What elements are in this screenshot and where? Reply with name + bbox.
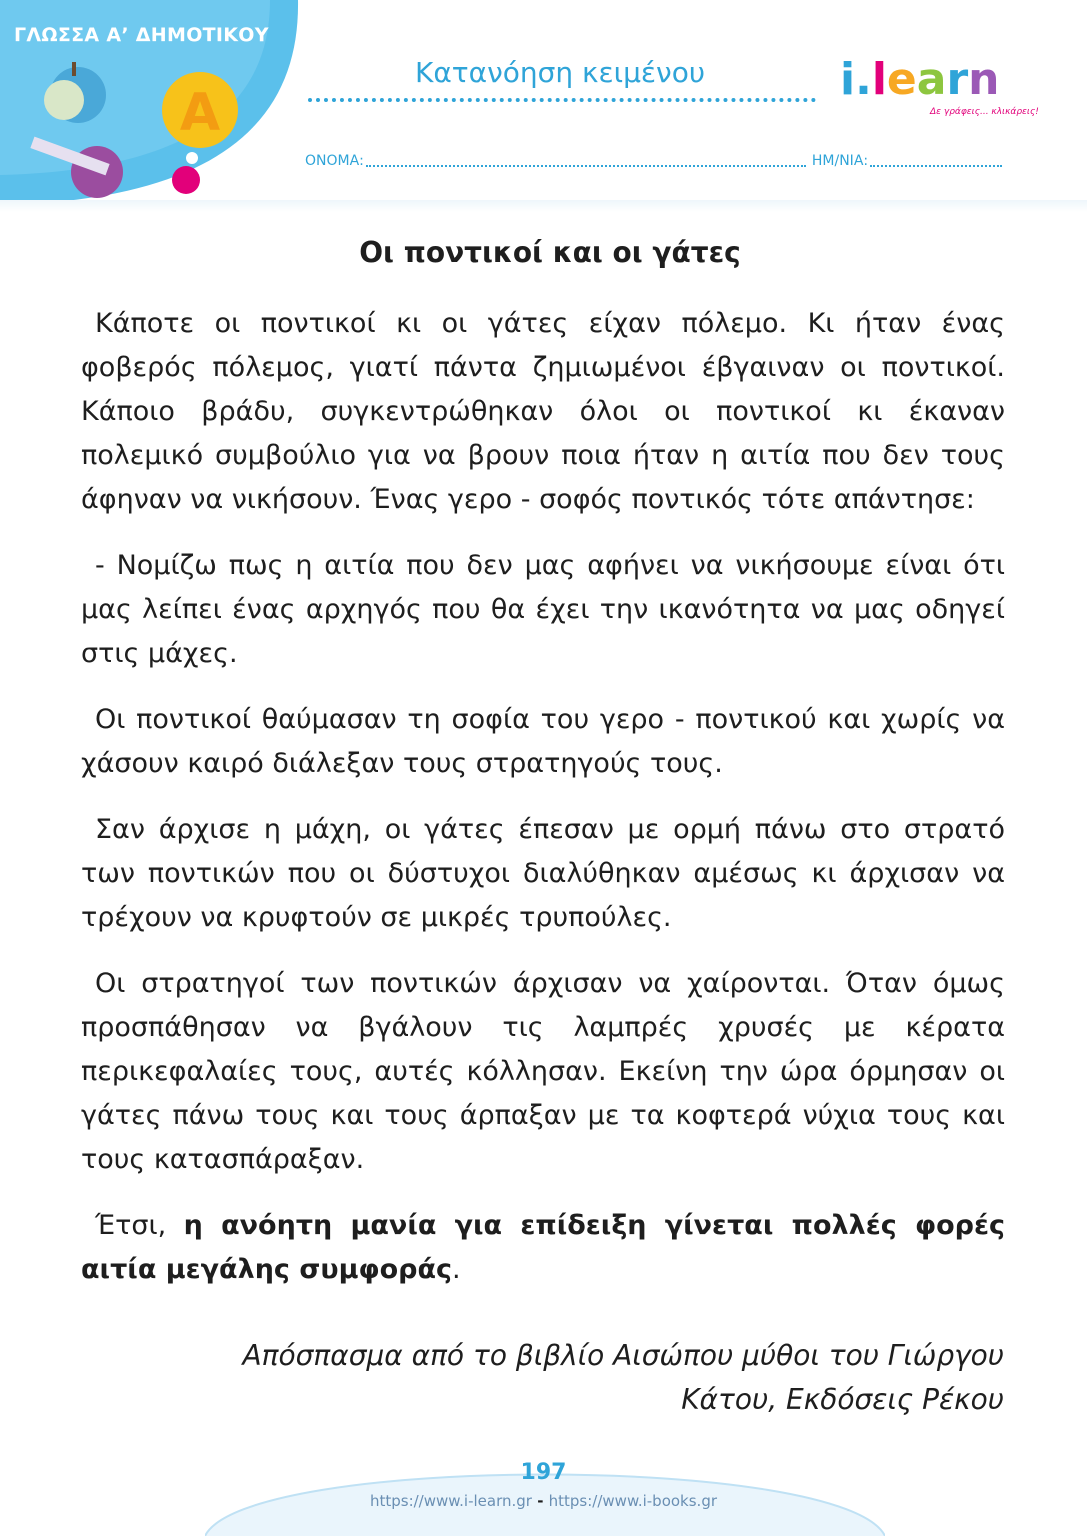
moral-lead: Έτσι, [95,1210,184,1241]
logo-letter: a [916,54,947,105]
article-title: Οι ποντικοί και οι γάτες [359,236,741,269]
paragraph: Οι ποντικοί θαύμασαν τη σοφία του γερο - ποντικού και χωρίς να χάσουν καιρό διάλεξαν τους στρατηγούς τους. [81,704,1005,779]
date-field[interactable] [870,151,1002,167]
logo-letter: e [886,54,917,105]
title-divider [308,98,816,102]
logo-letter: r [946,54,969,105]
page-number: 197 [520,1460,567,1485]
source-line: Κάτου, Εκδόσεις Ρέκου [681,1383,1004,1416]
logo-tagline: Δε γράφεις... κλικάρεις! [930,107,1039,117]
logo-letter: l [871,54,887,105]
student-info-row [305,151,1025,169]
worksheet-title: Κατανόηση κειμένου [414,56,706,89]
paragraph: Οι στρατηγοί των ποντικών άρχισαν να χαίρονται. Όταν όμως προσπάθησαν να βγάλουν τις λαμπρές χρυσές με κέρατα περικεφαλαίες τους, αυτές κόλλησαν. Εκείνη την ώρα όρμησαν οι γάτες πάνω τους και τους άρπαξαν με τα κοφτερά νύχια τους και τους κατασπάραξαν. [81,968,1005,1175]
letter-badge-icon [162,72,238,148]
date-label: ΗΜ/ΝΙΑ: [811,153,869,169]
name-label: ΟΝΟΜΑ: [305,153,364,169]
source-citation [120,1334,1004,1422]
footer-links [0,1492,1087,1510]
logo-letter: i [840,54,856,105]
paragraph: Σαν άρχισε η μάχη, οι γάτες έπεσαν με ορμή πάνω στο στρατό των ποντικών που οι δύστυχοι διαλύθηκαν αμέσως κι άρχισαν να τρέχουν να κρυφτούν σε μικρές τρυπούλες. [81,814,1005,933]
header-divider [0,200,1087,212]
footer-decoration [205,1444,885,1536]
moral-end: . [452,1254,461,1285]
logo-letter: . [855,54,872,105]
logo-letter: n [968,54,1000,105]
svg-text:A: A [179,83,221,143]
footer-link[interactable]: https://www.i-learn.gr [369,1492,532,1510]
paragraph: - Νομίζω πως η αιτία που δεν μας αφήνει να νικήσουμε είναι ότι μας λείπει ένας αρχηγός που θα έχει την ικανότητα να μας οδηγεί στις μάχες. [81,550,1005,669]
source-line: Απόσπασμα από το βιβλίο Αισώπου μύθοι του Γιώργου [242,1339,1004,1372]
paragraph: Κάποτε οι ποντικοί κι οι γάτες είχαν πόλεμο. Κι ήταν ένας φοβερός πόλεμος, γιατί πάντα ζημιωμένοι έβγαιναν οι ποντικοί. Κάποιο βράδυ, συγκεντρώθηκαν όλοι οι ποντικοί κι έκαναν πολεμικό συμβούλιο για να βρουν ποια ήταν η αιτία που δεν τους άφηναν να νικήσουν. Ένας γερο - σοφός ποντικός τότε απάντησε: [81,308,1005,515]
moral-paragraph [81,1204,1005,1292]
moral-text: η ανόητη μανία για επίδειξη γίνεται πολλές φορές αιτία μεγάλης συμφοράς [81,1210,1005,1285]
footer-separator: - [531,1492,549,1510]
footer-link[interactable]: https://www.i-books.gr [548,1492,718,1510]
subject-label: ΓΛΩΣΣΑ Α’ ΔΗΜΟΤΙΚΟΥ [14,24,269,46]
name-field[interactable] [366,151,806,167]
article-body [81,302,1005,1314]
